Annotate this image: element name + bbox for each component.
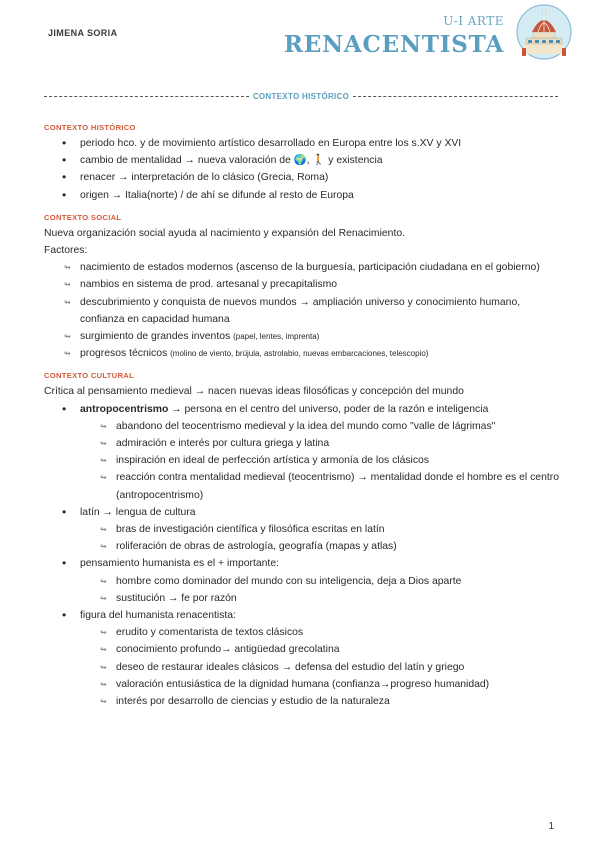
- cultural-list: [44, 401, 564, 711]
- list-item: ↬ descubrimiento y conquista de nuevos mundos → ampliación universo y conocimiento humano, confianza en capacidad humana: [44, 294, 564, 328]
- sub-list-item: ↬ interés por desarrollo de ciencias y estudio de la naturaleza: [44, 693, 564, 710]
- list-item: [44, 345, 564, 362]
- page-number: 1: [548, 821, 554, 832]
- sub-list-item: ↬ admiración e interés por cultura griega y latina: [44, 435, 564, 452]
- sub-list-item: ↬ hombre como dominador del mundo con su inteligencia, deja a Dios aparte: [44, 573, 564, 590]
- figura-text: figura del humanista renacentista:: [80, 610, 236, 622]
- sub-list-item: ↬ bras de investigación científica y filosófica escritas en latín: [44, 521, 564, 538]
- latin-text: latín → lengua de cultura: [80, 506, 196, 518]
- section-heading-cultural: CONTEXTO CULTURAL: [44, 371, 135, 381]
- list-item: • renacer → interpretación de lo clásico (Grecia, Roma): [44, 169, 564, 186]
- list-item: [44, 555, 564, 607]
- duomo-logo-icon: [516, 4, 572, 60]
- sub-list-item: ↬ sustitución → fe por razón: [44, 590, 564, 607]
- sub-list-item: ↬ inspiración en ideal de perfección artística y armonía de los clásicos: [44, 452, 564, 469]
- historico-list: [44, 135, 564, 204]
- author-name: JIMENA SORIA: [48, 28, 118, 38]
- sub-list-item: ↬ deseo de restaurar ideales clásicos → defensa del estudio del latín y griego: [44, 659, 564, 676]
- unit-label: U-I ARTE: [443, 14, 504, 28]
- social-list: [44, 259, 564, 362]
- inventos-text: surgimiento de grandes inventos: [80, 331, 231, 343]
- divider-label: CONTEXTO HISTÓRICO: [252, 92, 350, 101]
- sub-list-item: ↬ abandono del teocentrismo medieval y la idea del mundo como "valle de lágrimas": [44, 418, 564, 435]
- progresos-text: progresos técnicos: [80, 348, 168, 360]
- sub-list-item: ↬ roliferación de obras de astrología, geografía (mapas y atlas): [44, 538, 564, 555]
- factores-label: Factores:: [44, 245, 88, 257]
- list-item: [44, 504, 564, 556]
- list-item: • periodo hco. y de movimiento artístico desarrollado en Europa entre los s.XV y XVI: [44, 135, 564, 152]
- list-item: • cambio de mentalidad → nueva valoración de 🌍, 🚶 y existencia: [44, 152, 564, 169]
- humanista-text: pensamiento humanista es el + importante:: [80, 558, 279, 570]
- document-body: [44, 121, 564, 710]
- sub-list-item: ↬ erudito y comentarista de textos clásicos: [44, 624, 564, 641]
- page-title: RENACENTISTA: [283, 31, 504, 58]
- sub-list-item: ↬ conocimiento profundo→ antigüedad grecolatina: [44, 641, 564, 658]
- list-item: ↬ nambios en sistema de prod. artesanal y precapitalismo: [44, 276, 564, 293]
- cultural-intro: Crítica al pensamiento medieval → nacen nuevas ideas filosóficas y concepción del mundo: [44, 386, 464, 398]
- antropocentrismo-def: → persona en el centro del universo, poder de la razón e inteligencia: [168, 403, 489, 415]
- progresos-detail: (molino de viento, brújula, astrolabio, nuevas embarcaciones, telescopio): [170, 349, 429, 359]
- sub-list-item: ↬ valoración entusiástica de la dignidad humana (confianza→progreso humanidad): [44, 676, 564, 693]
- section-divider: [44, 92, 558, 101]
- list-item: ↬ nacimiento de estados modernos (ascenso de la burguesía, participación ciudadana en el gobierno): [44, 259, 564, 276]
- list-item: [44, 401, 564, 504]
- section-heading-historico: CONTEXTO HISTÓRICO: [44, 123, 136, 132]
- section-heading-social: CONTEXTO SOCIAL: [44, 212, 122, 222]
- list-item: [44, 328, 564, 345]
- social-intro: Nueva organización social ayuda al nacimiento y expansión del Renacimiento.: [44, 227, 405, 239]
- list-item: • origen → Italia(norte) / de ahí se difunde al resto de Europa: [44, 187, 564, 204]
- sub-list-item: ↬ reacción contra mentalidad medieval (teocentrismo) → mentalidad donde el hombre es el centro (antropocentrismo): [44, 469, 564, 503]
- antropocentrismo-term: antropocentrismo: [80, 403, 169, 415]
- inventos-detail: (papel, lentes, imprenta): [233, 332, 320, 342]
- list-item: [44, 607, 564, 710]
